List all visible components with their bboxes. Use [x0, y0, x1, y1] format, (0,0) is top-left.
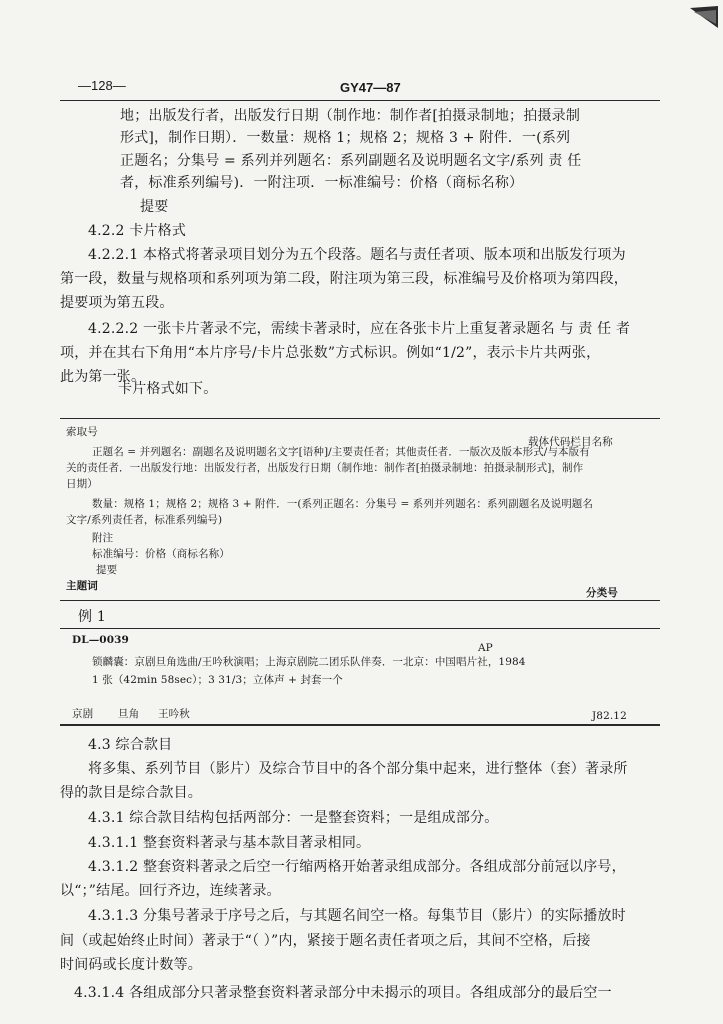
example-label: 例 1	[78, 609, 106, 625]
para-line: 项，并在其右下角用“本片序号/卡片总张数”方式标识。例如“1/2”，表示卡片共两张，	[60, 345, 601, 361]
item-line: 以“；”结尾。回行齐边，连续著录。	[60, 883, 281, 899]
para-line: 4.2.2.2 一张卡片著录不完，需续卡著录时，应在各张卡片上重复著录题名 与 责 任 者	[88, 321, 631, 337]
example-subject: 京剧	[72, 708, 94, 720]
card-bottom-rule	[60, 600, 660, 601]
para-line: 第一段，数量与规格项和系列项为第二段，附注项为第三段，标准编号及价格项为第四段，	[60, 271, 628, 287]
scan-corner-mark	[690, 6, 718, 28]
header-rule	[60, 100, 660, 101]
para-line: 4.2.2.1 本格式将著录项目划分为五个段落。题名与责任者项、版本项和出版发行项为	[88, 247, 626, 263]
card-line: 日期）	[66, 478, 98, 490]
item-line: 间（或起始终止时间）著录于“（ ）”内，紧接于题名责任者项之后，其间不空格，后接	[60, 933, 591, 949]
example-subject: 旦角	[118, 708, 140, 720]
card-media-label: 载体代码栏目名称	[528, 436, 613, 448]
example-media-code: AP	[478, 642, 493, 654]
card-format-intro: 卡片格式如下。	[118, 381, 218, 397]
item-line: 4.3.1 综合款目结构包括两部分：一是整套资料；一是组成部分。	[88, 810, 499, 826]
card-line: 数量：规格 1；规格 2；规格 3 + 附件．一(系列正题名：分集号 = 系列并列题名：系列副题名及说明题名	[92, 498, 593, 510]
item-line: 时间码或长度计数等。	[60, 957, 202, 973]
card-class-label: 分类号	[586, 587, 618, 599]
example-top-rule	[60, 628, 660, 629]
example-class-number: J82.12	[592, 710, 627, 722]
card-line: 标准编号：价格（商标名称）	[92, 548, 230, 560]
item-line: 4.3.1.1 整套资料著录与基本款目著录相同。	[88, 835, 371, 851]
example-call-number: DL—0039	[72, 634, 129, 646]
card-top-rule	[60, 418, 660, 419]
card-line: 附注	[92, 532, 114, 544]
example-line: 锁麟囊：京剧旦角选曲/王吟秋演唱；上海京剧院二团乐队伴奏．一北京：中国唱片社，1984	[92, 656, 526, 668]
card-line: 提要	[96, 564, 118, 576]
card-line: 正题名 = 并列题名：副题名及说明题名文字[语种]/主要责任者；其他责任者．一版次及版本形式/与本版有	[92, 446, 590, 458]
para-line: 将多集、系列节目（影片）及综合节目中的各个部分集中起来，进行整体（套）著录所	[88, 761, 628, 777]
card-call-number: 索取号	[66, 426, 98, 438]
section-heading: 4.2.2 卡片格式	[88, 223, 187, 239]
card-subject-label: 主题词	[66, 580, 98, 592]
example-line: 1 张（42min 58sec）；3 31/3；立体声 + 封套一个	[92, 674, 343, 686]
standard-code: GY47—87	[340, 80, 401, 95]
para-line: 提要项为第五段。	[60, 295, 174, 311]
item-line: 4.3.1.3 分集号著录于序号之后，与其题名间空一格。每集节目（影片）的实际播放时	[88, 908, 626, 924]
page-number: —128—	[78, 78, 126, 93]
top-line-abstract: 提要	[140, 199, 169, 215]
item-line: 4.3.1.4 各组成部分只著录整套资料著录部分中未揭示的项目。各组成部分的最后空一	[74, 985, 612, 1001]
top-line: 者，标准系列编号)．一附注项．一标准编号：价格（商标名称）	[120, 175, 524, 191]
top-line: 地；出版发行者，出版发行日期（制作地：制作者[拍摄录制地；拍摄录制	[120, 108, 581, 124]
top-line: 形式]，制作日期）．一数量：规格 1；规格 2；规格 3 + 附件．一(系列	[120, 130, 571, 146]
example-bottom-rule	[60, 724, 660, 726]
section-heading: 4.3 综合款目	[88, 737, 173, 753]
para-line: 此为第一张。	[60, 369, 146, 385]
para-line: 得的款目是综合款目。	[60, 785, 202, 801]
top-line: 正题名；分集号 = 系列并列题名：系列副题名及说明题名文字/系列 责 任	[120, 153, 582, 169]
example-subject: 王吟秋	[158, 708, 190, 720]
card-line: 文字/系列责任者，标准系列编号)	[66, 514, 223, 526]
item-line: 4.3.1.2 整套资料著录之后空一行缩两格开始著录组成部分。各组成部分前冠以序号，	[88, 859, 626, 875]
card-line: 关的责任者．一出版发行地：出版发行者，出版发行日期（制作地：制作者[拍摄录制地：拍摄录制形式]，制作	[66, 462, 584, 474]
